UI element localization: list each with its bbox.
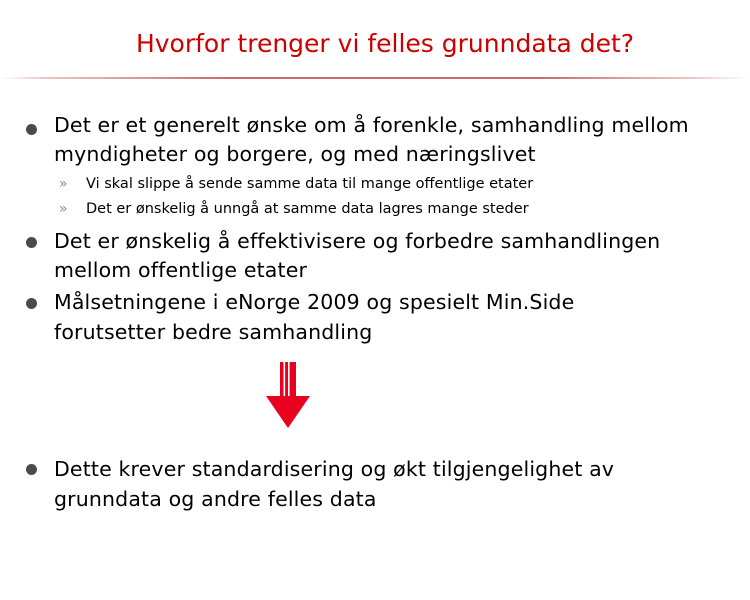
bullet-3-line-1: Målsetningene i eNorge 2009 og spesielt Min.Side bbox=[54, 290, 575, 314]
sub-bullet-marker: » bbox=[59, 201, 68, 217]
bullet-4-line-1: Dette krever standardisering og økt tilgjengelighet av bbox=[54, 457, 615, 481]
down-arrow-icon bbox=[264, 362, 312, 428]
bullet-dot bbox=[26, 124, 37, 135]
bullet-1-line-2: myndigheter og borgere, og med næringslivet bbox=[54, 142, 536, 166]
bullet-2-line-2: mellom offentlige etater bbox=[54, 258, 308, 282]
bullet-dot bbox=[26, 298, 37, 309]
slide-title: Hvorfor trenger vi felles grunndata det? bbox=[135, 29, 635, 58]
sub-bullet-2-text: Det er ønskelig å unngå at samme data lagres mange steder bbox=[86, 201, 529, 217]
bullet-3-line-2: forutsetter bedre samhandling bbox=[54, 320, 373, 344]
bullet-dot bbox=[26, 464, 37, 475]
title-divider bbox=[0, 77, 750, 79]
sub-bullet-marker: » bbox=[59, 176, 68, 192]
sub-bullet-1-text: Vi skal slippe å sende samme data til mange offentlige etater bbox=[86, 176, 534, 192]
bullet-1-line-1: Det er et generelt ønske om å forenkle, samhandling mellom bbox=[54, 113, 689, 137]
bullet-dot bbox=[26, 237, 37, 248]
bullet-2-line-1: Det er ønskelig å effektivisere og forbedre samhandlingen bbox=[54, 229, 661, 253]
bullet-4-line-2: grunndata og andre felles data bbox=[54, 487, 377, 511]
